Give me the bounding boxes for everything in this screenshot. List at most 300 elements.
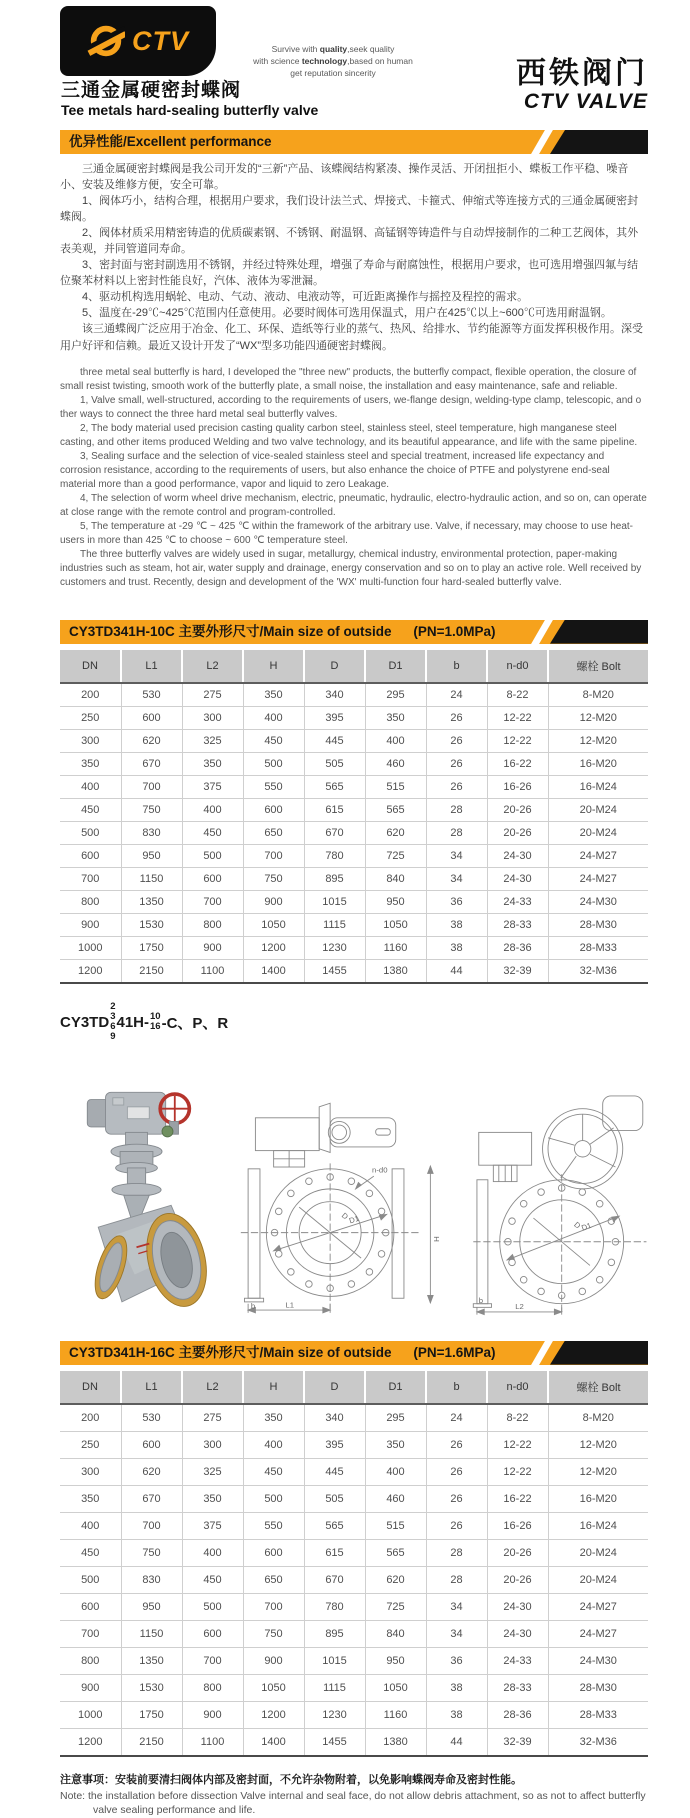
table-cell: 500: [243, 752, 304, 775]
table-cell: 900: [60, 1674, 121, 1701]
table-cell: 1000: [60, 1701, 121, 1728]
table-cell: 1400: [243, 959, 304, 983]
table-cell: 28-33: [487, 913, 548, 936]
table-cell: 500: [182, 1593, 243, 1620]
table-cell: 1050: [365, 913, 426, 936]
bar-end-decoration: [550, 130, 648, 154]
table-cell: 550: [243, 775, 304, 798]
table-cell: 16-M24: [548, 1512, 648, 1539]
table-cell: 28-M30: [548, 913, 648, 936]
section-bar-performance: [60, 130, 648, 154]
paragraph: 4、驱动机构选用蜗轮、电动、气动、液动、电液动等，可近距离操作与摇控及程控的需求。: [82, 291, 529, 304]
table-cell: 12-M20: [548, 706, 648, 729]
table-cell: 340: [304, 683, 365, 707]
table-cell: 780: [304, 1593, 365, 1620]
table-row: [60, 706, 648, 729]
table-cell: 350: [60, 1485, 121, 1512]
table-cell: 1160: [365, 1701, 426, 1728]
footnote-cn: 注意事项：安装前要清扫阀体内部及密封面，不允许杂物附着，以免影响蝶阀寿命及密封性能。: [60, 1773, 522, 1786]
table-row: [60, 1674, 648, 1701]
table-cell: 28: [426, 798, 487, 821]
table-cell: 275: [182, 683, 243, 707]
table-cell: 900: [243, 890, 304, 913]
table-cell: 26: [426, 706, 487, 729]
table-cell: 650: [243, 1566, 304, 1593]
table-cell: 16-26: [487, 775, 548, 798]
table-cell: 450: [243, 729, 304, 752]
model-stack-pn: 10 16: [150, 1010, 161, 1033]
table-cell: 670: [121, 1485, 182, 1512]
table-cell: 1230: [304, 936, 365, 959]
table-cell: 895: [304, 1620, 365, 1647]
table-cell: 1115: [304, 1674, 365, 1701]
table-cell: 8-22: [487, 1404, 548, 1432]
table-cell: 620: [121, 1458, 182, 1485]
product-title-block: [61, 80, 318, 119]
table-row: [60, 1593, 648, 1620]
valve-side-drawing: [466, 1069, 648, 1327]
section-bar-table2: [60, 1341, 648, 1365]
table-header-cell: b: [426, 650, 487, 683]
table-cell: 450: [243, 1458, 304, 1485]
svg-text:H: H: [431, 1235, 441, 1242]
table-cell: 300: [182, 1431, 243, 1458]
table-cell: 12-M20: [548, 1431, 648, 1458]
table-cell: 600: [182, 867, 243, 890]
table-header-cell: D1: [365, 1371, 426, 1404]
table-cell: 32-M36: [548, 1728, 648, 1756]
table-cell: 500: [60, 1566, 121, 1593]
paragraph: 1, Valve small, well-structured, according to the requirements of users, we-flange design, welding-type clamp, telescopic, and o ther ways to connect the three hard metal seal butterfly valves.: [60, 394, 642, 420]
table-cell: 700: [182, 890, 243, 913]
table-cell: 565: [304, 1512, 365, 1539]
table-cell: 1015: [304, 890, 365, 913]
table-cell: 1350: [121, 1647, 182, 1674]
page-header: [0, 0, 690, 130]
table-cell: 34: [426, 1620, 487, 1647]
table-cell: 28-33: [487, 1674, 548, 1701]
table2-title: CY3TD341H-16C 主要外形尺寸/Main size of outside: [69, 1344, 392, 1360]
table-cell: 1150: [121, 867, 182, 890]
table-cell: 325: [182, 1458, 243, 1485]
valve-drawings: [80, 1065, 648, 1327]
table-cell: 16-M20: [548, 1485, 648, 1512]
table-cell: 375: [182, 1512, 243, 1539]
table-cell: 395: [304, 706, 365, 729]
table-cell: 725: [365, 1593, 426, 1620]
table-row: [60, 1485, 648, 1512]
table-cell: 1100: [182, 1728, 243, 1756]
table-cell: 600: [60, 844, 121, 867]
table-row: [60, 1728, 648, 1756]
product-title-cn: 三通金属硬密封蝶阀: [61, 80, 242, 101]
table-cell: 900: [182, 936, 243, 959]
table-cell: 12-M20: [548, 729, 648, 752]
table-cell: 1380: [365, 1728, 426, 1756]
table-row: [60, 798, 648, 821]
table-cell: 600: [121, 706, 182, 729]
table-cell: 400: [243, 1431, 304, 1458]
table-cell: 400: [182, 798, 243, 821]
table-cell: 460: [365, 752, 426, 775]
table-header-row: [60, 1371, 648, 1404]
paragraph: 2, The body material used precision casting quality carbon steel, stainless steel, steel temperature, high manganese steel casting, and other items produced Welding and two valve technology, and its beautiful appearance, and life with the same pipeline.: [60, 422, 638, 448]
table-row: [60, 683, 648, 707]
table-cell: 700: [243, 1593, 304, 1620]
table-cell: 500: [60, 821, 121, 844]
table-cell: 450: [60, 798, 121, 821]
table-cell: 24-30: [487, 844, 548, 867]
paragraph: 3, Sealing surface and the selection of vice-sealed stainless steel and special treatment, increased life expectancy and corrosion resistance, according to the requirements of users, but also enhance the choice of PTFE and polystyrene end-seal material more than a good performance, vapor and liquid to zero Leakage.: [60, 450, 610, 490]
table-cell: 16-22: [487, 752, 548, 775]
footnote-en: Note: the installation before dissection Valve internal and seal face, do not allow debris attachment, so as not to affect butterfly valve sealing performance and life.: [60, 1789, 646, 1817]
table-cell: 20-M24: [548, 798, 648, 821]
table-cell: 450: [60, 1539, 121, 1566]
table-cell: 1530: [121, 913, 182, 936]
table-cell: 505: [304, 1485, 365, 1512]
table-cell: 395: [304, 1431, 365, 1458]
table-header-cell: n-d0: [487, 1371, 548, 1404]
bar-end-decoration: [550, 1341, 648, 1365]
table-cell: 400: [60, 775, 121, 798]
table-cell: 2150: [121, 1728, 182, 1756]
table-cell: 340: [304, 1404, 365, 1432]
table-row: [60, 821, 648, 844]
table-cell: 300: [60, 1458, 121, 1485]
table-cell: 250: [60, 706, 121, 729]
table-row: [60, 913, 648, 936]
table-header-cell: b: [426, 1371, 487, 1404]
table-cell: 670: [121, 752, 182, 775]
svg-text:n-d0: n-d0: [371, 1165, 388, 1175]
table-cell: 600: [121, 1431, 182, 1458]
table-cell: 600: [243, 798, 304, 821]
svg-text:b: b: [478, 1295, 483, 1305]
table-cell: 24-M27: [548, 844, 648, 867]
table-cell: 840: [365, 1620, 426, 1647]
table-cell: 1160: [365, 936, 426, 959]
table-cell: 16-M20: [548, 752, 648, 775]
table-cell: 350: [365, 706, 426, 729]
table-cell: 500: [243, 1485, 304, 1512]
table-cell: 8-22: [487, 683, 548, 707]
table-header-cell: n-d0: [487, 650, 548, 683]
table-cell: 24-30: [487, 867, 548, 890]
table-cell: 1000: [60, 936, 121, 959]
slogan-line-1: Survive with quality,seek quality: [271, 44, 395, 54]
table-row: [60, 1566, 648, 1593]
section-title: 优异性能/Excellent performance: [69, 134, 272, 149]
table2-pn: (PN=1.6MPa): [413, 1344, 496, 1360]
table-row: [60, 1647, 648, 1674]
table-cell: 1530: [121, 1674, 182, 1701]
table-cell: 1050: [365, 1674, 426, 1701]
table-row: [60, 1701, 648, 1728]
model-suffix: -C、P、R: [161, 1014, 229, 1032]
table-cell: 20-M24: [548, 1539, 648, 1566]
paragraph: 5、温度在-29℃~425℃范围内任意使用。必要时阀体可选用保温式，用户在425℃以上~600℃可选用耐温钢。: [82, 307, 612, 320]
table-cell: 300: [60, 729, 121, 752]
table-cell: 16-22: [487, 1485, 548, 1512]
table-cell: 20-26: [487, 798, 548, 821]
table-cell: 20-M24: [548, 1566, 648, 1593]
table-cell: 24: [426, 683, 487, 707]
table-cell: 530: [121, 1404, 182, 1432]
table-header-cell: L2: [182, 1371, 243, 1404]
ctv-logo: [60, 6, 216, 76]
table-cell: 1015: [304, 1647, 365, 1674]
bar-end-decoration: [550, 620, 648, 644]
table-cell: 32-M36: [548, 959, 648, 983]
table-header-cell: L2: [182, 650, 243, 683]
table-cell: 34: [426, 844, 487, 867]
table-cell: 26: [426, 1485, 487, 1512]
svg-text:D1: D1: [580, 1220, 593, 1233]
table-cell: 1455: [304, 1728, 365, 1756]
table-cell: 24-30: [487, 1620, 548, 1647]
table-cell: 530: [121, 683, 182, 707]
svg-text:b: b: [250, 1300, 255, 1310]
table-cell: 550: [243, 1512, 304, 1539]
table-cell: 295: [365, 1404, 426, 1432]
paragraph: 5, The temperature at -29 ℃ ~ 425 ℃ within the framework of the arbitrary use. Valve, if necessary, may choose to use heat-users in more than 425 ℃ to choose ~ 600 ℃ temperature steel.: [60, 520, 634, 546]
table-cell: 28-M33: [548, 1701, 648, 1728]
table-cell: 375: [182, 775, 243, 798]
table-cell: 24-30: [487, 1593, 548, 1620]
table-header-cell: L1: [121, 1371, 182, 1404]
table-cell: 34: [426, 867, 487, 890]
table-cell: 295: [365, 683, 426, 707]
table-cell: 24-M27: [548, 1620, 648, 1647]
table-cell: 350: [182, 1485, 243, 1512]
table-cell: 16-M24: [548, 775, 648, 798]
table-cell: 26: [426, 1431, 487, 1458]
table-cell: 515: [365, 1512, 426, 1539]
table-cell: 26: [426, 729, 487, 752]
table-cell: 325: [182, 729, 243, 752]
model-code: [60, 1002, 690, 1043]
table-header-cell: 螺栓 Bolt: [548, 1371, 648, 1404]
table-cell: 670: [304, 1566, 365, 1593]
table-cell: 950: [121, 1593, 182, 1620]
table-cell: 600: [60, 1593, 121, 1620]
table-cell: 460: [365, 1485, 426, 1512]
table-cell: 32-39: [487, 959, 548, 983]
bar-gap-decoration: [530, 1341, 554, 1365]
table-cell: 400: [243, 706, 304, 729]
table-row: [60, 1458, 648, 1485]
table-header-cell: H: [243, 1371, 304, 1404]
table-row: [60, 867, 648, 890]
table1-title: CY3TD341H-10C 主要外形尺寸/Main size of outside: [69, 623, 392, 639]
table-cell: 1200: [243, 1701, 304, 1728]
paragraph: 3、密封面与密封副选用不锈钢，并经过特殊处理，增强了寿命与耐腐蚀性，根据用户要求，也可选用增强四氟与结位聚苯材料以上密封性能良好，汽体、液体为零泄漏。: [60, 259, 639, 288]
table-cell: 24: [426, 1404, 487, 1432]
table-cell: 450: [182, 1566, 243, 1593]
footnote: [60, 1773, 648, 1818]
table-header-cell: D1: [365, 650, 426, 683]
table-cell: 450: [182, 821, 243, 844]
table-row: [60, 1512, 648, 1539]
table-cell: 38: [426, 936, 487, 959]
table-cell: 400: [365, 1458, 426, 1485]
table-cell: 800: [60, 1647, 121, 1674]
table-cell: 1100: [182, 959, 243, 983]
table-cell: 26: [426, 1458, 487, 1485]
table-header-row: [60, 650, 648, 683]
section-bar-table1: [60, 620, 648, 644]
table-cell: 800: [60, 890, 121, 913]
table-row: [60, 752, 648, 775]
table-cell: 1380: [365, 959, 426, 983]
table-cell: 26: [426, 1512, 487, 1539]
table-cell: 725: [365, 844, 426, 867]
table-cell: 38: [426, 913, 487, 936]
table-cell: 505: [304, 752, 365, 775]
table-row: [60, 1404, 648, 1432]
svg-text:L2: L2: [514, 1301, 524, 1311]
table-cell: 250: [60, 1431, 121, 1458]
table-cell: 780: [304, 844, 365, 867]
table-cell: 615: [304, 798, 365, 821]
performance-paragraphs-cn: [60, 161, 648, 354]
table-header-cell: 螺栓 Bolt: [548, 650, 648, 683]
paragraph: 1、阀体巧小，结构合理，根据用户要求，我们设计法兰式、焊接式、卡箍式、伸缩式等连接方式的三通金属硬密封蝶阀。: [60, 195, 639, 224]
company-slogan: [228, 44, 438, 80]
table-row: [60, 1431, 648, 1458]
table-cell: 24-33: [487, 1647, 548, 1674]
table-row: [60, 844, 648, 867]
ctv-logo-text: CTV: [132, 25, 189, 56]
table-cell: 830: [121, 1566, 182, 1593]
table-cell: 650: [243, 821, 304, 844]
table-cell: 400: [60, 1512, 121, 1539]
table-cell: 900: [60, 913, 121, 936]
table-cell: 300: [182, 706, 243, 729]
table-cell: 38: [426, 1701, 487, 1728]
table-cell: 44: [426, 1728, 487, 1756]
table-cell: 20-26: [487, 821, 548, 844]
table-cell: 32-39: [487, 1728, 548, 1756]
table-cell: 800: [182, 1674, 243, 1701]
table-cell: 565: [365, 1539, 426, 1566]
table-cell: 28-36: [487, 936, 548, 959]
bar-gap-decoration: [530, 620, 554, 644]
table-cell: 24-M30: [548, 890, 648, 913]
table-cell: 840: [365, 867, 426, 890]
table-cell: 700: [121, 1512, 182, 1539]
table-cell: 565: [304, 775, 365, 798]
table-cell: 445: [304, 729, 365, 752]
table-cell: 350: [60, 752, 121, 775]
table-cell: 34: [426, 1593, 487, 1620]
table-cell: 1200: [60, 1728, 121, 1756]
table-cell: 515: [365, 775, 426, 798]
table-cell: 700: [121, 775, 182, 798]
product-title-en: Tee metals hard-sealing butterfly valve: [61, 101, 319, 118]
svg-text:D1: D1: [347, 1213, 360, 1225]
table-cell: 12-22: [487, 729, 548, 752]
table-cell: 950: [365, 890, 426, 913]
svg-text:D: D: [572, 1219, 583, 1231]
table-cell: 750: [243, 867, 304, 890]
table-cell: 28: [426, 1566, 487, 1593]
table-cell: 900: [243, 1647, 304, 1674]
paragraph: The three butterfly valves are widely used in sugar, metallurgy, chemical industry, environmental protection, paper-making industries such as steam, hot air, water supply and drainage, energy conservation and so on to play an active role. Well received by customers and trust. Recently, design and development of the 'WX' multi-function four hard-sealed butterfly valve.: [60, 548, 642, 588]
ctv-logo-emblem-icon: [87, 22, 125, 60]
table-cell: 600: [243, 1539, 304, 1566]
table-cell: 28-M30: [548, 1674, 648, 1701]
table-cell: 900: [182, 1701, 243, 1728]
table-cell: 24-33: [487, 890, 548, 913]
table-cell: 26: [426, 775, 487, 798]
table-cell: 950: [365, 1647, 426, 1674]
table-cell: 20-26: [487, 1539, 548, 1566]
table-cell: 200: [60, 683, 121, 707]
table-cell: 400: [365, 729, 426, 752]
table-cell: 1150: [121, 1620, 182, 1647]
brand-name-en: CTV VALVE: [523, 89, 648, 113]
model-mid: 41H-: [116, 1013, 149, 1031]
table-cell: 20-26: [487, 1566, 548, 1593]
brand-name-cn: 西铁阀门: [516, 57, 648, 90]
table-cell: 350: [243, 1404, 304, 1432]
table-cell: 38: [426, 1674, 487, 1701]
table-cell: 895: [304, 867, 365, 890]
slogan-line-3: get reputation sincerity: [290, 67, 376, 78]
table-cell: 1350: [121, 890, 182, 913]
paragraph: 4, The selection of worm wheel drive mechanism, electric, pneumatic, hydraulic, electro-hydraulic action, and so on, can operate at close range with the remote control and program-controlled.: [60, 492, 647, 518]
table-cell: 445: [304, 1458, 365, 1485]
table-cell: 750: [121, 798, 182, 821]
table-cell: 26: [426, 752, 487, 775]
valve-front-drawing: [239, 1069, 444, 1327]
table-cell: 1050: [243, 1674, 304, 1701]
table-cell: 12-22: [487, 1431, 548, 1458]
table-cell: 16-26: [487, 1512, 548, 1539]
dimension-table-pn10: [60, 650, 648, 984]
table1-pn: (PN=1.0MPa): [413, 623, 496, 639]
table-cell: 400: [182, 1539, 243, 1566]
valve-photo: [80, 1069, 217, 1327]
table-cell: 1400: [243, 1728, 304, 1756]
table-cell: 36: [426, 1647, 487, 1674]
table-cell: 950: [121, 844, 182, 867]
model-prefix: CY3TD: [60, 1013, 110, 1031]
table-row: [60, 936, 648, 959]
svg-text:L1: L1: [285, 1299, 294, 1309]
bar-gap-decoration: [530, 130, 554, 154]
table-cell: 1455: [304, 959, 365, 983]
paragraph: three metal seal butterfly is hard, I developed the "three new" products, the butterfly compact, flexible operation, the closure of small resist twisting, smooth work of the butterfly plate, a small noise, the installation and easy maintenance, safe and reliable.: [60, 366, 637, 392]
table-cell: 28: [426, 1539, 487, 1566]
table-cell: 24-M27: [548, 1593, 648, 1620]
paragraph: 该三通蝶阀广泛应用于冶金、化工、环保、造纸等行业的蒸气、热风、给排水、节约能源等方面发挥积极作用。深受用户好评和信赖。最近又设计开发了“WX”型多功能四通硬密封蝶阀。: [60, 323, 643, 352]
table-cell: 1115: [304, 913, 365, 936]
dimension-table-pn16: [60, 1371, 648, 1757]
model-stack-bodies: 2 3 6 9: [110, 1000, 116, 1043]
table-cell: 28: [426, 821, 487, 844]
table-cell: 700: [243, 844, 304, 867]
table-cell: 350: [182, 752, 243, 775]
table-cell: 750: [243, 1620, 304, 1647]
table-cell: 12-22: [487, 1458, 548, 1485]
table-cell: 620: [365, 1566, 426, 1593]
table-header-cell: DN: [60, 650, 121, 683]
table-cell: 8-M20: [548, 1404, 648, 1432]
table-cell: 750: [121, 1539, 182, 1566]
table-cell: 700: [60, 1620, 121, 1647]
